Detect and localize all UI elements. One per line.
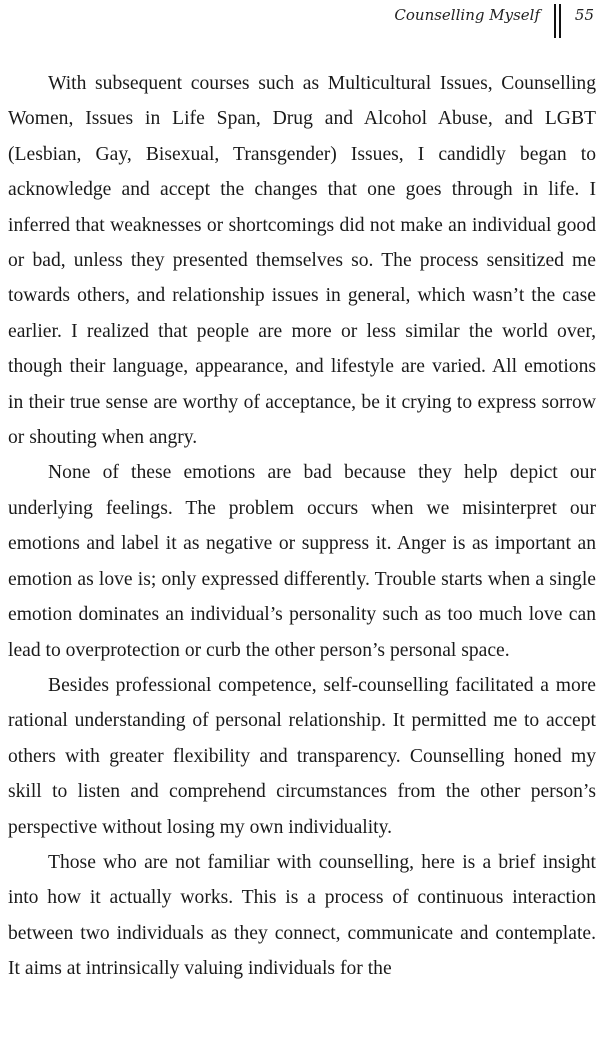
running-head [0,4,600,36]
running-title: Counselling Myself [394,6,540,24]
header-rule-right [559,4,561,38]
header-rule-left [554,4,556,38]
paragraph: Those who are not familiar with counselling, here is a brief insight into how it actually works. This is a process of continuous interaction between two individuals as they connect, communicate and contemplate. It aims at intrinsically valuing individuals for the [8,851,596,980]
page-number: 55 [574,6,594,24]
body-text [8,66,596,987]
paragraph: None of these emotions are bad because they help depict our underlying feelings. The problem occurs when we misinterpret our emotions and label it as negative or suppress it. Anger is as important an emotion as love is; only expressed differently. Trouble starts when a single emotion dominates an individual’s personality such as too much love can lead to overprotection or curb the other person’s personal space. [8,462,596,661]
paragraph: Besides professional competence, self-counselling facilitated a more rational understanding of personal relationship. It permitted me to accept others with greater flexibility and transparency. Counselling honed my skill to listen and comprehend circumstances from the other person’s perspective without losing my own individuality. [8,674,596,838]
paragraph: With subsequent courses such as Multicultural Issues, Counselling Women, Issues in Life Span, Drug and Alcohol Abuse, and LGBT (Lesbian, Gay, Bisexual, Transgender) Issues, I candidly began to acknowledge and accept the changes that one goes through in life. I inferred that weaknesses or shortcomings did not make an individual good or bad, unless they presented themselves so. The process sensitized me towards others, and relationship issues in general, which wasn’t the case earlier. I realized that people are more or less similar the world over, though their language, appearance, and lifestyle are varied. All emotions in their true sense are worthy of acceptance, be it crying to express sorrow or shouting when angry. [8,73,596,449]
